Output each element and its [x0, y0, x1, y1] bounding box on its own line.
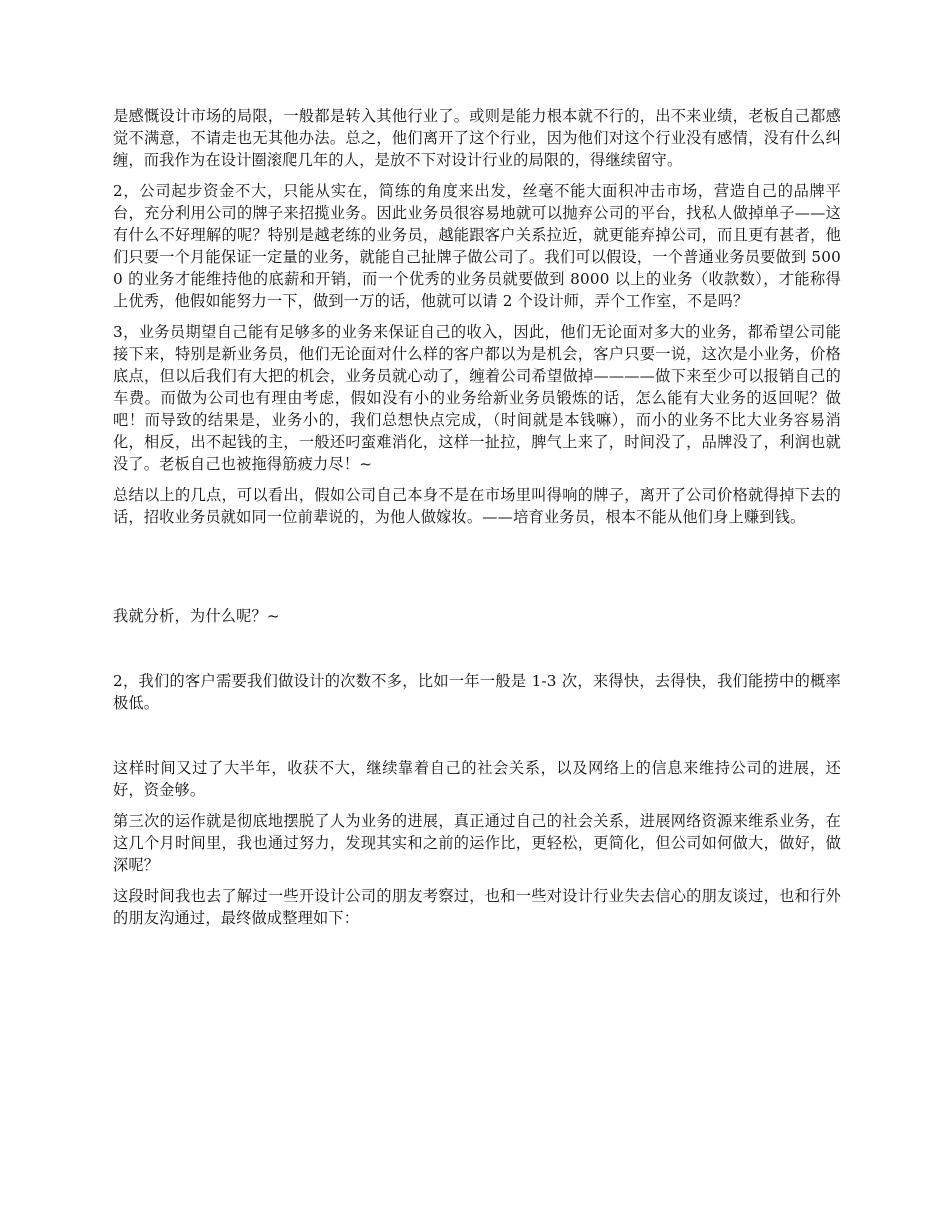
paragraph-1: 是感慨设计市场的局限，一般都是转入其他行业了。或则是能力根本就不行的，出不来业绩，老板自己都感觉不满意，不请走也无其他办法。总之，他们离开了这个行业，因为他们对这个行业没有感情，没有什么纠缠，而我作为在设计圈滚爬几年的人，是放不下对设计行业的局限的，得继续留守。 — [113, 107, 841, 169]
blank-space — [113, 636, 841, 670]
paragraph-5: 我就分析，为什么呢？~ — [113, 607, 280, 625]
paragraph-8: 第三次的运作就是彻底地摆脱了人为业务的进展，真正通过自己的社会关系，进展网络资源来维系业务，在这几个月时间里，我也通过努力，发现其实和之前的运作比，更轻松，更简化，但公司如何做大，做好，做深呢？ — [113, 812, 841, 874]
paragraph-6: 2，我们的客户需要我们做设计的次数不多，比如一年一般是 1-3 次，来得快，去得快，我们能捞中的概率极低。 — [113, 672, 841, 712]
paragraph-7: 这样时间又过了大半年，收获不大，继续靠着自己的社会关系，以及网络上的信息来维持公司的进展，还好，资金够。 — [113, 759, 841, 799]
paragraph-3: 3，业务员期望自己能有足够多的业务来保证自己的收入，因此，他们无论面对多大的业务，都希望公司能接下来，特别是新业务员，他们无论面对什么样的客户都以为是机会，客户只要一说，这次是小业务，价格底点，但以后我们有大把的机会，业务员就心动了，缠着公司希望做掉————做下来至少可以报销自己的车费。而做为公司也有理由考虑，假如没有小的业务给新业务员锻炼的话，怎么能有大业务的返回呢？做吧！而导致的结果是，业务小的，我们总想快点完成，（时间就是本钱嘛），而小的业务不比大业务容易消化，相反，出不起钱的主，一般还叼蛮难消化，这样一扯拉，脾气上来了，时间没了，品牌没了，利润也就没了。老板自己也被拖得筋疲力尽！~ — [113, 323, 841, 473]
blank-space — [113, 723, 841, 757]
blank-space — [113, 537, 841, 605]
paragraph-9: 这段时间我也去了解过一些开设计公司的朋友考察过，也和一些对设计行业失去信心的朋友谈过，也和行外的朋友沟通过，最终做成整理如下： — [113, 887, 841, 927]
paragraph-4: 总结以上的几点，可以看出，假如公司自己本身不是在市场里叫得响的牌子，离开了公司价格就得掉下去的话，招收业务员就如同一位前辈说的，为他人做嫁妆。——培育业务员，根本不能从他们身上赚到钱。 — [113, 486, 841, 526]
paragraph-2: 2，公司起步资金不大，只能从实在，简练的角度来出发，丝毫不能大面积冲击市场，营造自己的品牌平台，充分利用公司的牌子来招揽业务。因此业务员很容易地就可以抛弃公司的平台，找私人做掉单子——这有什么不好理解的呢？特别是越老练的业务员，越能跟客户关系拉近，就更能弃掉公司，而且更有甚者，他们只要一个月能保证一定量的业务，就能自己扯牌子做公司了。我们可以假设，一个普通业务员要做到 5000 的业务才能维持他的底薪和开销，而一个优秀的业务员就要做到 8000 以上的业务（收款数），才能称得上优秀，他假如能努力一下，做到一万的话，他就可以请 2 个设计师，弄个工作室，不是吗？ — [113, 182, 841, 310]
document-body — [113, 105, 841, 938]
